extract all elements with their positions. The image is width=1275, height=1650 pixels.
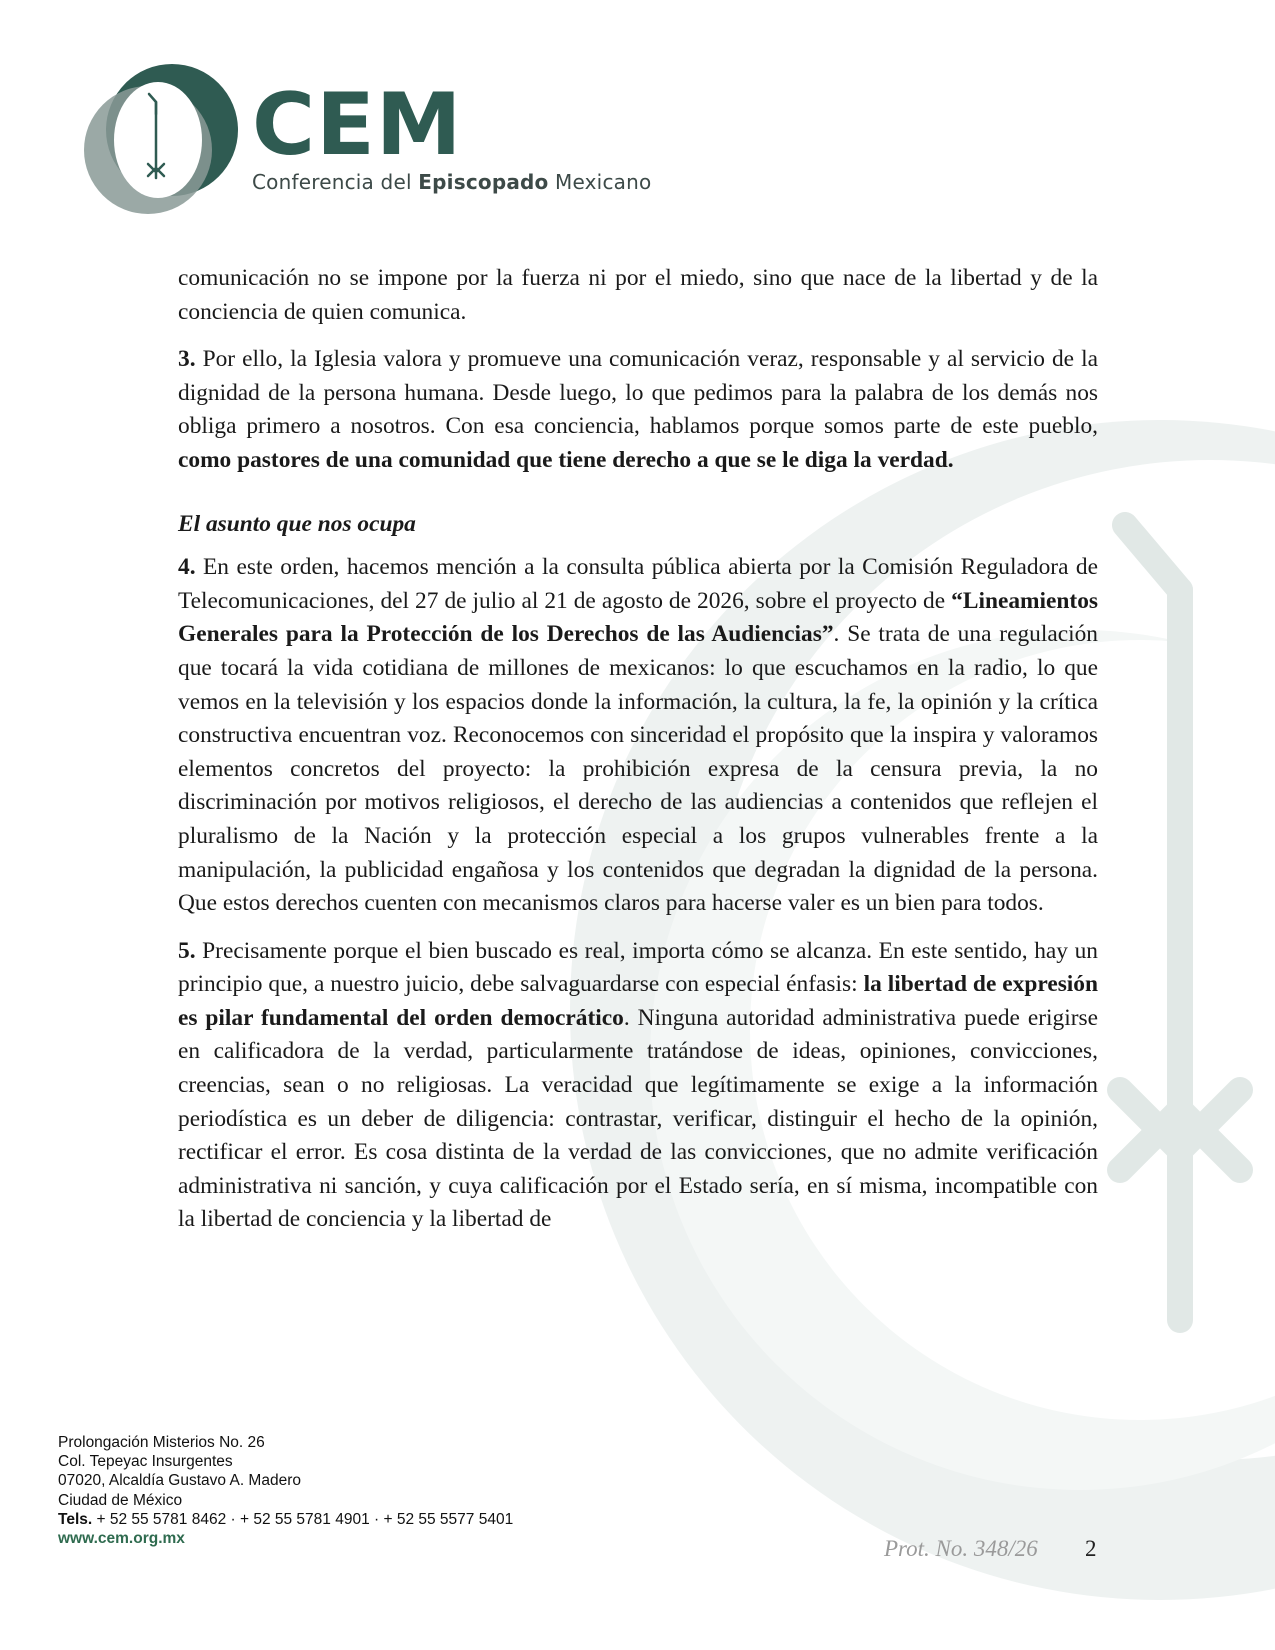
document-body	[178, 262, 1098, 1251]
page-number: 2	[1085, 1536, 1097, 1561]
cem-emblem-icon	[80, 58, 240, 218]
paragraph-number: 5.	[178, 937, 196, 964]
paragraph-bold-text: como pastores de una comunidad que tiene derecho a que se le diga la verdad.	[178, 446, 954, 473]
phone-values: + 52 55 5781 8462 · + 52 55 5781 4901 · + 52 55 5577 5401	[92, 1510, 514, 1528]
paragraph-text: . Se trata de una regulación que tocará la vida cotidiana de millones de mexicanos: lo que escuchamos en la radio, lo que vemos en la televisión y los espacios donde la información, la cultura, la fe, la opinión y la crítica constructiva encuentran voz. Reconocemos con sinceridad el propósito que la inspira y valoramos elementos concretos del proyecto: la prohibición expresa de la censura previa, la no discriminación por motivos religiosos, el derecho de las audiencias a contenidos que reflejen el pluralismo de la Nación y la protección especial a los grupos vulnerables frente a la manipulación, la publicidad engañosa y los contenidos que degradan la dignidad de la persona. Que estos derechos cuenten con mecanismos claros para hacerse valer es un bien para todos.	[178, 621, 1098, 917]
phone-numbers	[58, 1510, 513, 1529]
paragraph-text: En este orden, hacemos mención a la consulta pública abierta por la Comisión Reguladora de Telecomunicaciones, del 27 de julio al 21 de agosto de 2026, sobre el proyecto de	[178, 554, 1098, 614]
address-line: Prolongación Misterios No. 26	[58, 1434, 265, 1451]
logo-subtitle-bold: Episcopado	[418, 170, 549, 194]
paragraph-text: Por ello, la Iglesia valora y promueve una comunicación veraz, responsable y al servicio de la dignidad de la persona humana. Desde luego, lo que pedimos para la palabra de los demás nos obliga primero a nosotros. Con esa conciencia, hablamos porque somos parte de este pueblo,	[178, 346, 1098, 440]
logo-subtitle-pre: Conferencia del	[252, 170, 419, 194]
footer-address	[58, 1433, 513, 1548]
address-line: Col. Tepeyac Insurgentes	[58, 1453, 233, 1471]
section-title: El asunto que nos ocupa	[178, 510, 416, 537]
address-line: 07020, Alcaldía Gustavo A. Madero	[58, 1472, 301, 1490]
paragraph-text: . Ninguna autoridad administrativa puede erigirse en calificadora de la verdad, particularmente tratándose de ideas, opiniones, convicciones, creencias, sean o no religiosas. La veracidad que legítimamente se exige a la información periodística es un deber de diligencia: contrastar, verificar, distinguir el hecho de la opinión, rectificar el error. Es cosa distinta de la verdad de las convicciones, que no admite verificación administrativa ni sanción, y cuya calificación por el Estado sería, en sí misma, incompatible con la libertad de conciencia y la libertad de	[178, 1004, 1098, 1233]
address-line: Ciudad de México	[58, 1491, 183, 1509]
paragraph-3	[178, 343, 1098, 477]
paragraph-number: 4.	[178, 554, 196, 581]
logo-wordmark	[252, 75, 652, 194]
website-link[interactable]: www.cem.org.mx	[58, 1530, 185, 1548]
paragraph-number: 3.	[178, 346, 196, 373]
paragraph-5	[178, 935, 1098, 1237]
protocol-number: Prot. No. 348/26	[884, 1536, 1038, 1561]
logo-name: CEM	[252, 75, 463, 175]
logo-subtitle	[252, 170, 651, 194]
paragraph-4	[178, 551, 1098, 921]
phone-label: Tels.	[58, 1510, 93, 1528]
paragraph-bold-text: la libertad de expresión es pilar fundamental del orden democrático	[178, 971, 1099, 1031]
paragraph-bold-text: “Lineamientos Generales para la Protección de los Derechos de las Audiencias”	[178, 587, 1098, 648]
logo-subtitle-post: Mexicano	[548, 170, 652, 194]
paragraph-continued: comunicación no se impone por la fuerza ni por el miedo, sino que nace de la libertad y de la conciencia de quien comunica.	[178, 265, 1098, 325]
paragraph-text: Precisamente porque el bien buscado es real, importa cómo se alcanza. En este sentido, hay un principio que, a nuestro juicio, debe salvaguardarse con especial énfasis:	[178, 937, 1098, 998]
